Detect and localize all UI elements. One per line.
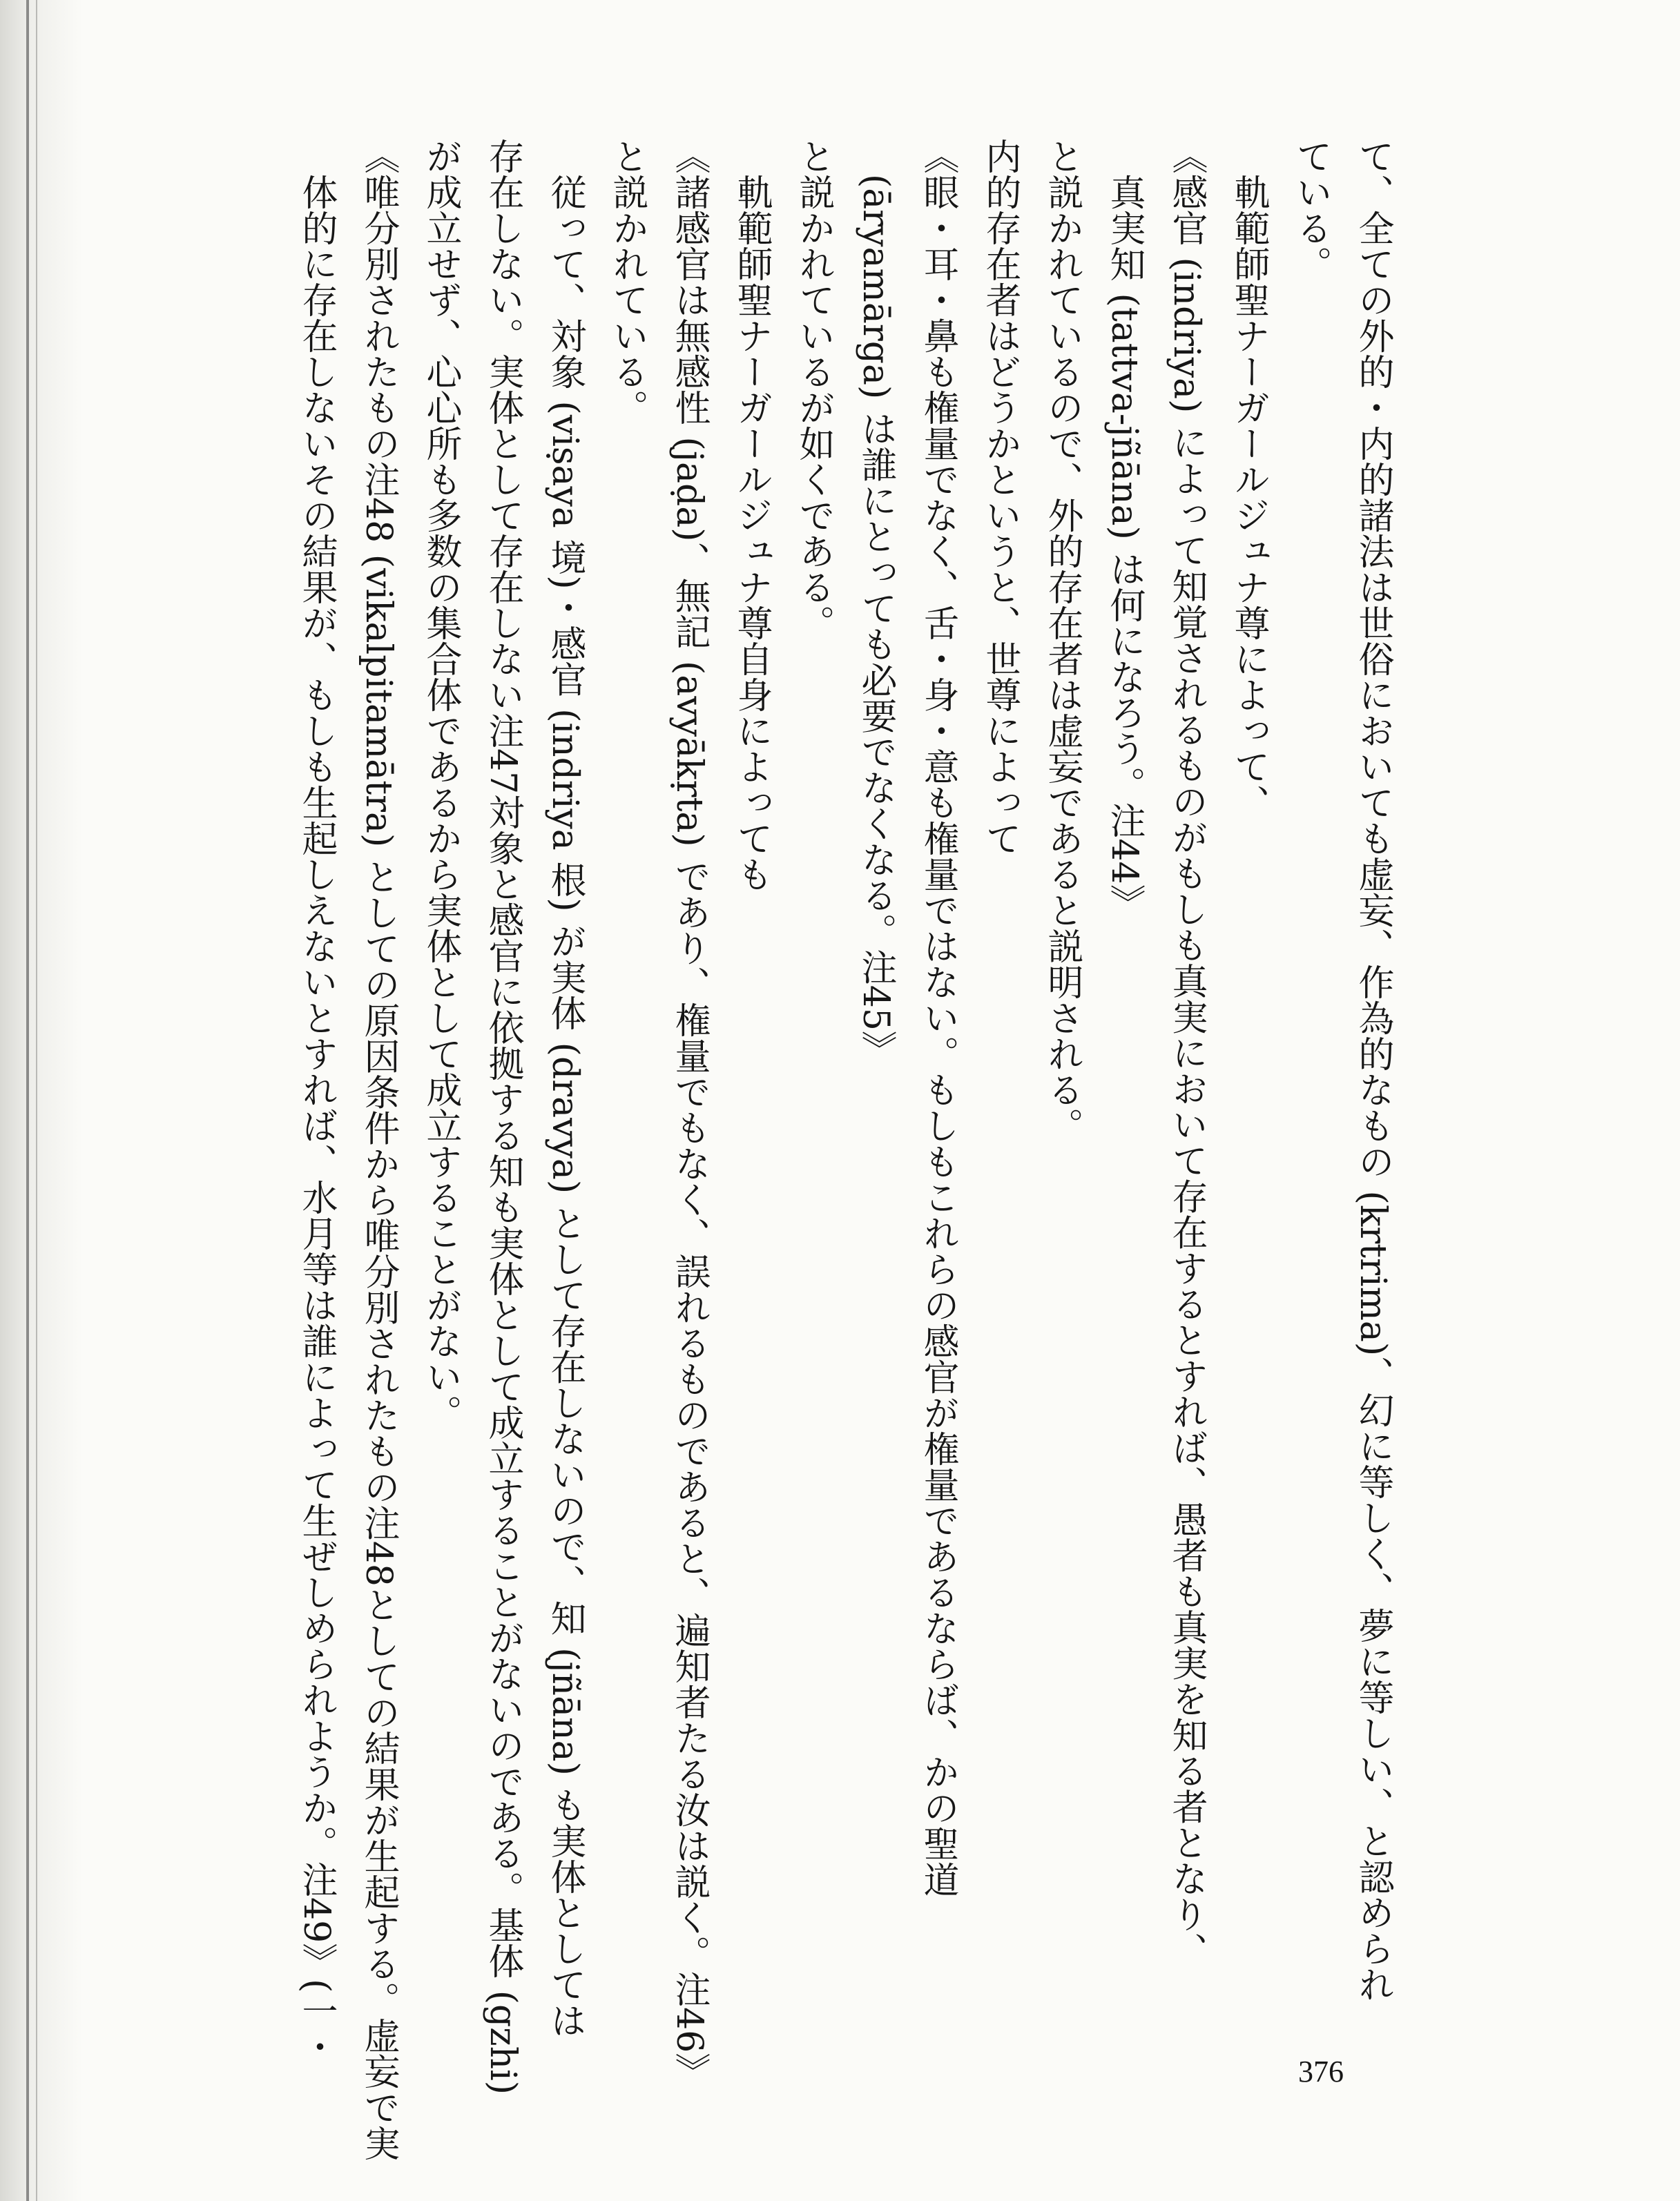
text-line: 存在しない。実体として存在しない注47対象と感官に依拠する知も実体として成立することがないのである。基体 (gzhi) [482, 138, 523, 2095]
page-number: 376 [1298, 2055, 1344, 2088]
quote-line: 《諸感官は無感性 (jaḍa)、無記 (avyākṛta) であり、権量でもなく、誤れるものであると、遍知者たる汝は説く。注46》 [668, 138, 710, 2089]
binding-line-secondary [36, 0, 37, 2201]
quote-line: 《眼・耳・鼻も権量でなく、舌・身・意も権量ではない。もしもこれらの感官が権量であるならば、かの聖道 [917, 138, 958, 1897]
text-line: と説かれている。 [606, 138, 648, 425]
quote-line: 《感官 (indriya) によって知覚されるものがもしも真実において存在するとすれば、愚者も真実を知る者となり、 [1166, 138, 1207, 1968]
binding-line [26, 0, 29, 2201]
scan-edge-shadow [0, 0, 83, 2201]
quote-line: 体的に存在しないその結果が、もしも生起しえないとすれば、水月等は誰によって生ぜしめられようか。注49》(一・ [296, 174, 337, 2065]
text-line: ている。 [1290, 138, 1331, 282]
quote-line: (āryamārga) は誰にとっても必要でなくなる。注45》 [855, 174, 896, 1067]
text-line: が成立せず、心心所も多数の集合体であるから実体として成立することがない。 [420, 138, 461, 1431]
text-line: て、全ての外的・内的諸法は世俗においても虚妄、作為的なもの (krtrima)、幻に等しく、夢に等しい、と認められ [1352, 138, 1393, 2003]
text-line: 従って、対象 (viṣaya 境)・感官 (indriya 根) が実体 (dravya) として存在しないので、知 (jñāna) も実体としては [544, 174, 586, 2039]
quote-line: 真実知 (tattva-jñāna) は何になろう。注44》 [1103, 174, 1145, 920]
text-line: 内的存在者はどうかというと、世尊によって [979, 138, 1021, 856]
text-line: 軌範師聖ナーガールジュナ尊によって、 [1228, 174, 1269, 820]
quote-line: 《唯分別されたもの注48 (vikalpitamātra) としての原因条件から唯分別されたもの注48としての結果が生起する。虚妄で実 [358, 138, 399, 2162]
text-line: 軌範師聖ナーガールジュナ尊自身によっても [731, 174, 772, 892]
text-line: と説かれているが如くである。 [793, 138, 834, 641]
text-line: と説かれているので、外的存在者は虚妄であると説明される。 [1041, 138, 1083, 1143]
